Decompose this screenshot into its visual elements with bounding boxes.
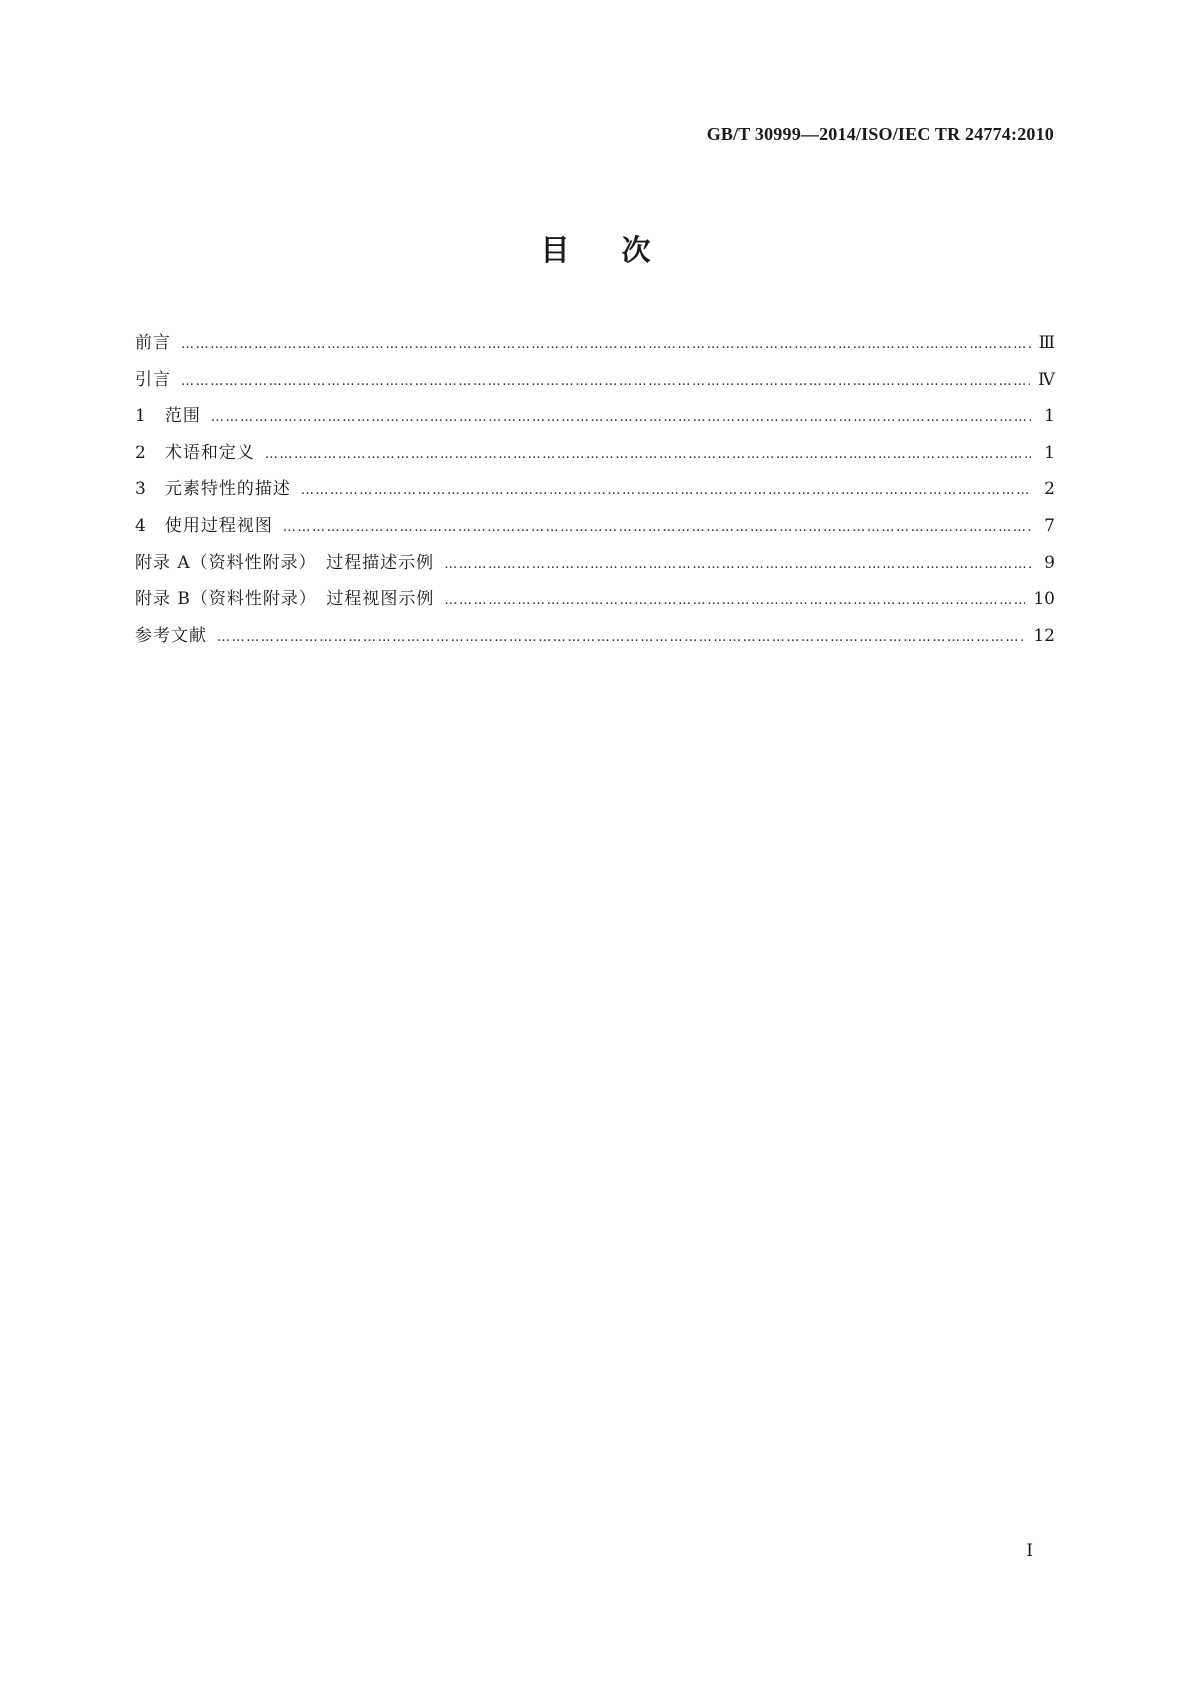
toc-entry-annex-b[interactable] (135, 581, 1055, 618)
toc-entry-label: 2 术语和定义 (135, 442, 255, 463)
toc-leader-dots (181, 327, 1031, 364)
toc-entry-label: 附录 B（资料性附录） 过程视图示例 (135, 589, 435, 610)
toc-entry-label: 3 元素特性的描述 (135, 479, 291, 500)
toc-entry-page: 10 (1033, 589, 1055, 610)
toc-entry-page: 1 (1044, 442, 1055, 463)
toc-entry-page: 1 (1044, 406, 1055, 427)
toc-entry-process-view[interactable] (135, 508, 1055, 545)
toc-entry-label: 引言 (135, 369, 171, 390)
toc-leader-dots (301, 473, 1031, 510)
table-of-contents (135, 325, 1055, 654)
toc-entry-page: Ⅲ (1038, 333, 1055, 353)
page-number: Ⅰ (1026, 1541, 1033, 1561)
toc-leader-dots (217, 620, 1025, 657)
toc-entry-label: 4 使用过程视图 (135, 515, 273, 536)
toc-entry-label: 1 范围 (135, 406, 201, 427)
toc-entry-page: 2 (1044, 479, 1055, 500)
toc-entry-introduction[interactable] (135, 362, 1055, 399)
toc-entry-scope[interactable] (135, 398, 1055, 435)
toc-entry-page: 7 (1044, 515, 1055, 536)
toc-leader-dots (181, 364, 1030, 401)
toc-entry-page: 12 (1033, 625, 1055, 646)
toc-leader-dots (283, 510, 1031, 547)
toc-entry-page: Ⅳ (1038, 369, 1055, 390)
toc-entry-element-description[interactable] (135, 471, 1055, 508)
toc-entry-terms[interactable] (135, 435, 1055, 472)
document-code: GB/T 30999—2014/ISO/IEC TR 24774:2010 (706, 124, 1054, 144)
toc-entry-label: 参考文献 (135, 625, 207, 646)
toc-entry-page: 9 (1044, 552, 1055, 573)
toc-entry-foreword[interactable] (135, 325, 1055, 362)
toc-entry-label: 前言 (135, 333, 171, 353)
toc-leader-dots (444, 583, 1025, 620)
toc-title: 目次 (540, 233, 703, 267)
toc-entry-annex-a[interactable] (135, 545, 1055, 582)
toc-entry-label: 附录 A（资料性附录） 过程描述示例 (135, 552, 435, 573)
toc-leader-dots (444, 547, 1031, 584)
toc-leader-dots (265, 437, 1031, 474)
toc-entry-bibliography[interactable] (135, 618, 1055, 655)
toc-leader-dots (211, 400, 1031, 437)
